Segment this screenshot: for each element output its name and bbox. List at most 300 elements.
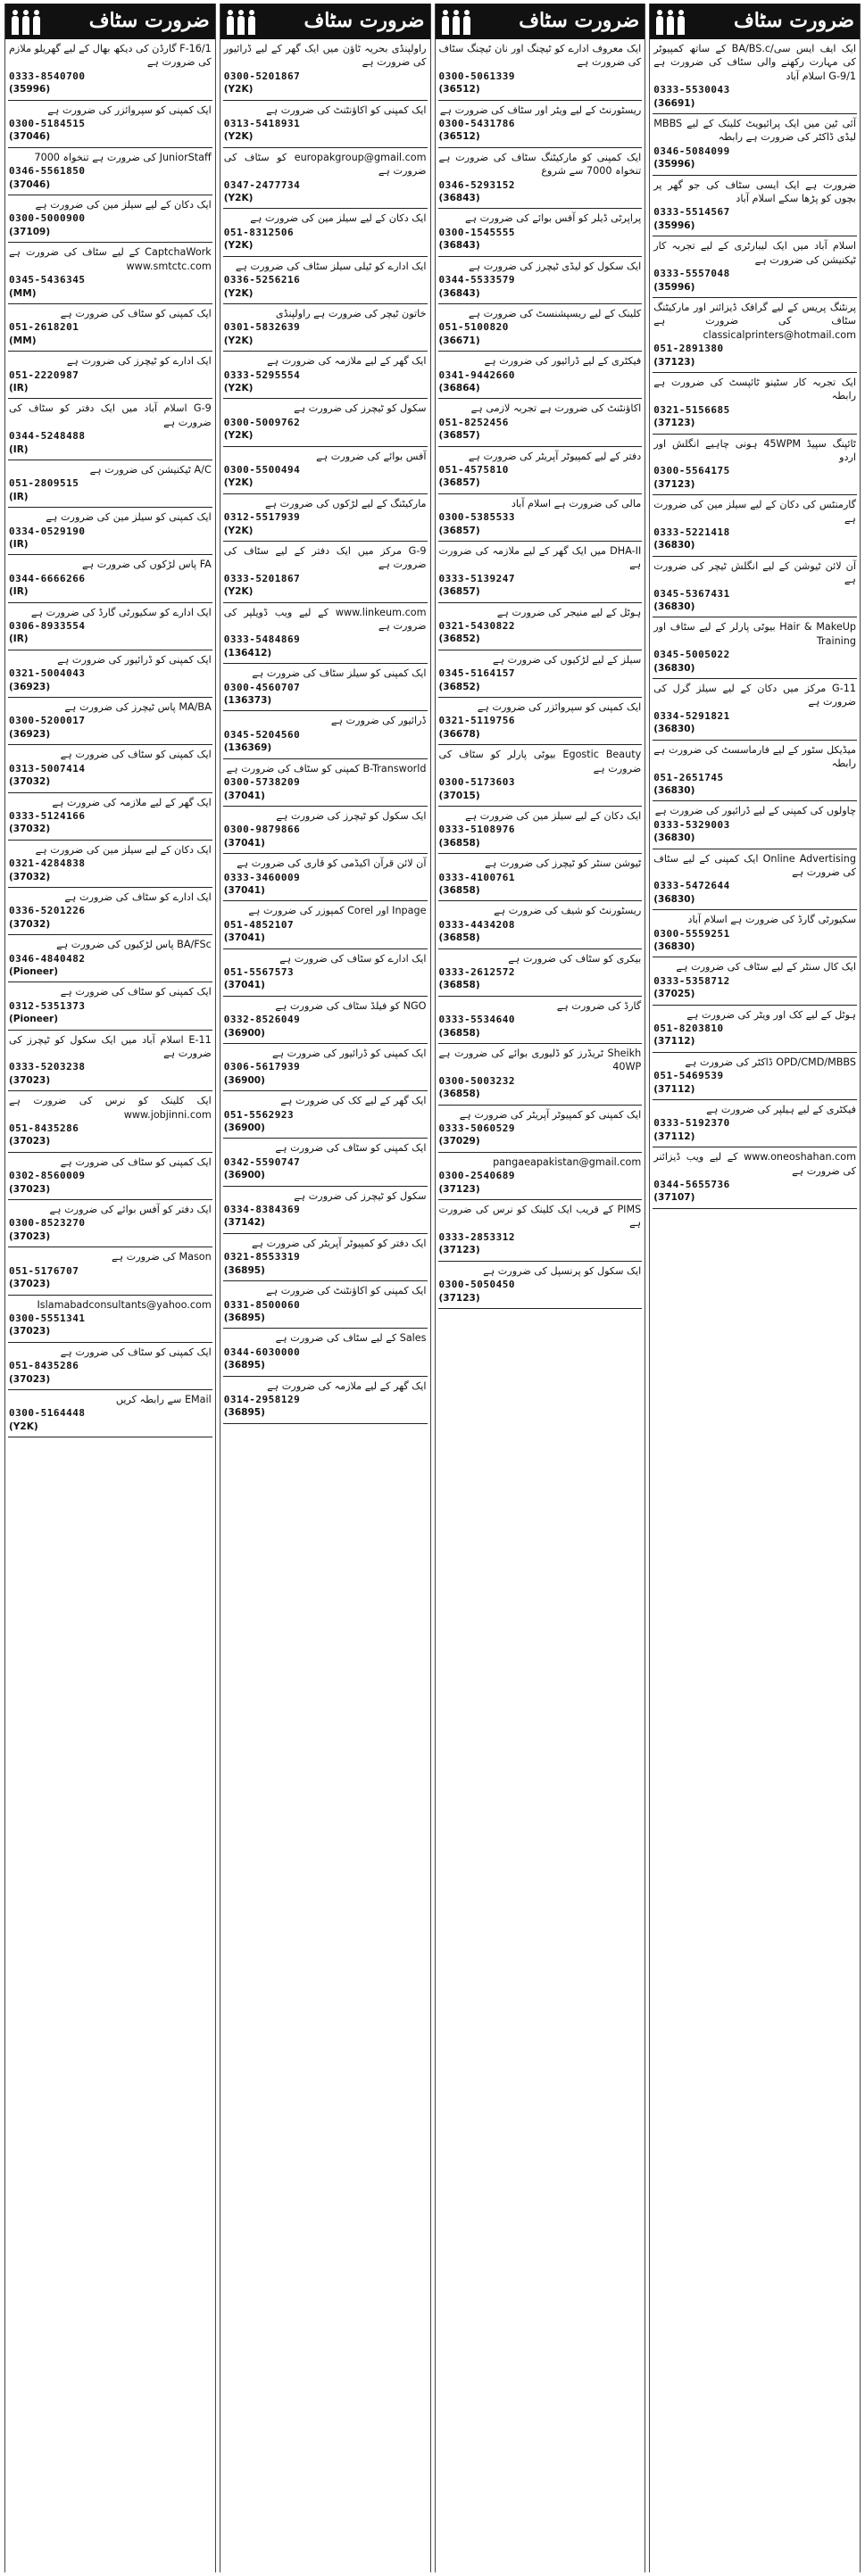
ad-phone: 0300-5431786 <box>438 118 515 130</box>
ad-reference: (IR) <box>9 634 29 645</box>
ad-text: Sales کے لیے سٹاف کی ضرورت ہے <box>275 1332 427 1345</box>
ad-text: سکول کو ٹیچرز کی ضرورت ہے <box>294 1189 427 1202</box>
ad-text: سکیورٹی گارڈ کی ضرورت ہے اسلام آباد <box>687 914 856 926</box>
ad-text: ایک گھر کے لیے ملازمہ کی ضرورت ہے <box>52 796 212 808</box>
ad-phone: 0334-5291821 <box>653 709 730 722</box>
ad-text: بیکری کو سٹاف کی ضرورت ہے <box>508 952 642 965</box>
ad-phone: 0300-5184515 <box>9 118 86 130</box>
ad-text: Inpage اور Corel کمپوزر کی ضرورت ہے <box>248 905 427 917</box>
classified-ad <box>223 399 428 446</box>
classified-ad <box>223 949 428 997</box>
ad-reference: (35996) <box>653 281 695 293</box>
ad-reference: (MM) <box>9 335 37 346</box>
ad-reference: (Pioneer) <box>9 965 59 977</box>
column-header <box>650 4 860 39</box>
ad-text: F-16/1 گارڈن کی دیکھ بھال کے لیے گھریلو ملازم کی ضرورت ہے <box>9 43 212 69</box>
classified-ad <box>223 1329 428 1376</box>
ad-phone: 0333-2612572 <box>438 965 515 978</box>
ad-phone: 0300-5164448 <box>9 1407 86 1420</box>
ad-reference: (36830) <box>653 832 695 844</box>
ad-reference: (36843) <box>438 240 480 252</box>
ad-text: www.linkeum.com کے لیے ویب ڈویلپر کی ضرورت ہے <box>223 606 427 633</box>
ad-reference: (36900) <box>223 1122 265 1134</box>
ad-phone: 051-4852107 <box>223 918 295 931</box>
ad-phone: 0336-5256216 <box>223 274 301 286</box>
ad-reference: (36864) <box>438 382 480 393</box>
classified-ad <box>653 557 857 618</box>
ad-phone: 0321-5430822 <box>438 620 515 633</box>
ad-phone: 051-5176707 <box>9 1264 79 1277</box>
classified-ad <box>438 1200 643 1262</box>
ad-reference: (36671) <box>438 335 480 346</box>
ad-text: کلینک کے لیے ریسپشنسٹ کی ضرورت ہے <box>468 307 642 319</box>
ad-reference: (37046) <box>9 131 51 143</box>
ad-text: ایک کمپنی کو اکاؤنٹنٹ کی ضرورت ہے <box>266 104 427 116</box>
ad-reference: (36830) <box>653 662 695 674</box>
ad-phone: 0333-3460009 <box>223 871 301 883</box>
ad-phone: 0333-5201867 <box>223 572 301 584</box>
ad-phone: 0300-5050450 <box>438 1279 515 1291</box>
ad-phone: 0321-5119756 <box>438 715 515 727</box>
ad-text: اکاؤنٹنٹ کی ضرورت ہے تجربہ لازمی ہے <box>470 402 642 415</box>
ad-list <box>220 39 430 2572</box>
classified-ad <box>223 148 428 210</box>
classified-ad <box>8 39 212 101</box>
ad-reference: (Pioneer) <box>9 1014 59 1025</box>
ad-phone: 0312-5351373 <box>9 999 86 1012</box>
ad-reference: (36858) <box>438 1027 480 1039</box>
ad-column <box>649 4 861 2572</box>
ad-text: G-9 اسلام آباد میں ایک دفتر کو سٹاف کی ضرورت ہے <box>9 402 212 428</box>
ad-text: ضرورت ہے ایک ایسی سٹاف کی جو گھر پر بچوں کو پڑھا سکے اسلام آباد <box>653 178 856 205</box>
ad-text: ایک کمپنی کو سیلز مین کی ضرورت ہے <box>46 511 212 524</box>
classified-ad <box>438 1044 643 1106</box>
classified-ad <box>223 257 428 304</box>
classified-ad <box>438 494 643 542</box>
classified-ad <box>8 1296 212 1343</box>
ad-reference: (37023) <box>9 1230 51 1242</box>
classified-ad <box>8 698 212 745</box>
classified-ad <box>8 1343 212 1390</box>
classified-ad <box>8 101 212 148</box>
classified-ad <box>8 508 212 555</box>
classified-ad <box>223 997 428 1044</box>
ad-text: europakgroup@gmail.com کو سٹاف کی ضرورت ہے <box>223 151 427 178</box>
ad-text: ایک گھر کے لیے ملازمہ کی ضرورت ہے <box>267 1379 427 1392</box>
ad-text: اسلام آباد میں ایک لیبارٹری کے لیے تجربہ کار ٹیکنیشن کی ضرورت ہے <box>653 240 856 266</box>
ad-reference: (37123) <box>438 1245 480 1256</box>
ad-text: FA پاس لڑکوں کی ضرورت ہے <box>82 559 212 571</box>
classified-ad <box>653 39 857 114</box>
ad-column <box>220 4 431 2572</box>
ad-phone: 0346-5293152 <box>438 178 515 191</box>
classified-ad <box>223 542 428 603</box>
classified-ad <box>653 298 857 373</box>
classified-ad <box>653 1147 857 1209</box>
ad-phone: 0300-5200017 <box>9 715 86 727</box>
ad-phone: 0321-5156685 <box>653 403 730 416</box>
ad-phone: 0306-8933554 <box>9 620 86 633</box>
staff-figures-icon <box>11 6 41 35</box>
ad-reference: (136412) <box>223 647 272 658</box>
classified-ad <box>8 841 212 888</box>
ad-text: ایک کمپنی کو سپروائزر کی ضرورت ہے <box>47 104 212 116</box>
classified-ad <box>8 555 212 602</box>
ad-reference: (37032) <box>9 871 51 882</box>
ad-reference: (36900) <box>223 1027 265 1039</box>
ad-phone: 0344-6030000 <box>223 1346 301 1358</box>
ad-text: CaptchaWork کے لیے سٹاف کی ضرورت ہے www.smtctc.com <box>9 246 212 272</box>
classified-ad <box>438 745 643 807</box>
classified-ad <box>438 39 643 101</box>
column-title: ضرورت سٹاف <box>88 8 210 32</box>
classified-ad <box>8 399 212 460</box>
ad-reference: (37025) <box>653 989 695 1000</box>
ad-reference: (Y2K) <box>223 287 254 299</box>
ad-phone: 0300-5559251 <box>653 927 730 940</box>
ad-phone: 0333-2853312 <box>438 1230 515 1243</box>
ad-reference: (36830) <box>653 893 695 905</box>
ad-text: JuniorStaff کی ضرورت ہے تنخواہ 7000 <box>34 151 212 163</box>
ad-reference: (Y2K) <box>223 382 254 393</box>
ad-reference: (36858) <box>438 837 480 849</box>
ad-text: Egostic Beauty بیوٹی پارلر کو سٹاف کی ضرورت ہے <box>438 749 642 774</box>
ad-text: دفتر کے لیے کمپیوٹر آپریٹر کی ضرورت ہے <box>468 450 642 462</box>
ad-phone: 0342-5590747 <box>223 1155 301 1168</box>
ad-text: آئی ٹین میں ایک پرائیویٹ کلینک کے لیے MBBS لیڈی ڈاکٹر کی ضرورت ہے رابطہ <box>653 118 856 144</box>
ad-text: ایک دکان کے لیے سیلز مین کی ضرورت ہے <box>465 809 642 822</box>
ad-text: ایک کمپنی کو سپروائزر کی ضرورت ہے <box>477 701 642 714</box>
ad-reference: (36900) <box>223 1074 265 1086</box>
ad-phone: 0332-8526049 <box>223 1014 301 1026</box>
classified-ad <box>8 1091 212 1153</box>
ad-text: ہوٹل کے لیے منیجر کی ضرورت ہے <box>496 606 642 618</box>
ad-reference: (Y2K) <box>223 586 254 598</box>
ad-phone: 0300-5551341 <box>9 1312 86 1324</box>
ad-phone: 0300-5003232 <box>438 1074 515 1087</box>
ad-text: MA/BA پاس ٹیچرز کی ضرورت ہے <box>64 701 212 714</box>
ad-text: NGO کو فیلڈ سٹاف کی ضرورت ہے <box>275 999 427 1012</box>
ad-text: خاتون ٹیچر کی ضرورت ہے راولپنڈی <box>275 307 427 319</box>
classified-ad <box>8 195 212 243</box>
ad-reference: (37109) <box>9 226 51 237</box>
column-header <box>220 4 430 39</box>
classified-ad <box>653 435 857 496</box>
ad-phone: 0333-5358712 <box>653 974 730 987</box>
ad-reference: (37041) <box>223 884 265 896</box>
ad-text: B-Transworld کمپنی کو سٹاف کی ضرورت ہے <box>226 762 427 774</box>
ad-text: BA/FSc پاس لڑکیوں کی ضرورت ہے <box>56 939 212 951</box>
ad-text: pangaeapakistan@gmail.com <box>493 1155 642 1168</box>
ad-phone: 0344-5533579 <box>438 274 515 286</box>
ad-phone: 051-8435286 <box>9 1360 79 1372</box>
ad-reference: (Y2K) <box>223 430 254 442</box>
ad-reference: (37112) <box>653 1083 695 1095</box>
ad-phone: 0331-8500060 <box>223 1298 301 1311</box>
ad-phone: 0334-8384369 <box>223 1204 301 1216</box>
ad-text: ایک کمپنی کو سٹاف کی ضرورت ہے <box>60 307 212 319</box>
ad-reference: (37023) <box>9 1136 51 1147</box>
ad-reference: (36857) <box>438 430 480 442</box>
classified-ad <box>438 257 643 304</box>
ad-text: ایک سکول کو لیڈی ٹیچرز کی ضرورت ہے <box>469 260 642 272</box>
ad-list <box>436 39 645 2572</box>
classified-ad <box>8 304 212 352</box>
classified-ad <box>653 236 857 298</box>
ad-phone: 0300-4560707 <box>223 681 301 693</box>
ad-phone: 0344-5655736 <box>653 1179 730 1191</box>
ad-text: ایک سکول کو پرنسپل کی ضرورت ہے <box>483 1264 642 1277</box>
ad-phone: 051-2220987 <box>9 369 79 381</box>
ad-text: آن لائن قرآن اکیڈمی کو قاری کی ضرورت ہے <box>237 857 427 870</box>
classified-ad <box>223 901 428 948</box>
classified-ad <box>8 1031 212 1092</box>
ad-phone: 051-2618201 <box>9 321 79 334</box>
ad-text: ایک ایف ایس سی/BA/BS.c کے ساتھ کمپیوٹر کی مہارت رکھنے والی سٹاف کی ضرورت ہے G-9/1 اسلام آباد <box>653 43 856 82</box>
ad-phone: 0321-5004043 <box>9 667 86 680</box>
classified-ad <box>223 603 428 665</box>
classified-ad <box>653 1053 857 1100</box>
classified-ad <box>438 1262 643 1309</box>
column-header <box>5 4 215 39</box>
ad-phone: 0346-4840482 <box>9 952 86 965</box>
ad-reference: (37023) <box>9 1074 51 1086</box>
ad-phone: 0333-5203238 <box>9 1061 86 1073</box>
classified-ad <box>438 148 643 210</box>
ad-text: آفس بوائے کی ضرورت ہے <box>316 450 427 462</box>
ad-text: ایک کال سنٹر کے لیے سٹاف کی ضرورت ہے <box>676 961 856 973</box>
classified-ad <box>223 711 428 758</box>
ad-text: سیلز کے لیے لڑکیوں کی ضرورت ہے <box>493 653 642 666</box>
classified-ad <box>223 664 428 711</box>
ad-phone: 051-5100820 <box>438 321 509 334</box>
ad-phone: 0345-5436345 <box>9 274 86 286</box>
ad-text: E-11 اسلام آباد میں ایک سکول کو ٹیچرز کی ضرورت ہے <box>9 1033 212 1059</box>
ad-reference: (37041) <box>223 932 265 944</box>
ad-list <box>5 39 215 2572</box>
classified-ad <box>438 603 643 650</box>
ad-text: ایک دکان کے لیے سیلز مین کی ضرورت ہے <box>35 199 212 211</box>
column-title: ضرورت سٹاف <box>519 8 640 32</box>
ad-text: ریسٹورنٹ کو شیف کی ضرورت ہے <box>494 905 642 917</box>
ad-phone: 0300-5000900 <box>9 212 86 225</box>
ad-reference: (35996) <box>9 84 51 95</box>
ad-text: ایک کمپنی کو ڈرائیور کی ضرورت ہے <box>272 1048 427 1059</box>
ad-reference: (Y2K) <box>223 525 254 536</box>
classified-ad <box>653 1006 857 1053</box>
ad-text: چاولوں کی کمپنی کے لیے ڈرائیور کی ضرورت ہے <box>654 805 856 817</box>
ad-reference: (Y2K) <box>223 335 254 346</box>
classified-ad <box>653 741 857 802</box>
ad-text: مالی کی ضرورت ہے اسلام آباد <box>511 497 642 509</box>
ad-phone: 0344-5248488 <box>9 430 86 443</box>
classified-ad <box>653 114 857 176</box>
ad-text: ایک تجربہ کار سٹینو ٹائپسٹ کی ضرورت ہے رابطہ <box>653 376 856 402</box>
ad-text: ایک کمپنی کو سٹاف کی ضرورت ہے <box>60 1155 212 1168</box>
classified-ad <box>438 698 643 745</box>
ad-reference: (36895) <box>223 1312 265 1323</box>
ad-text: ایک ادارے کو ٹیلی سیلز سٹاف کی ضرورت ہے <box>235 260 427 272</box>
classified-ad <box>8 148 212 195</box>
classified-ad <box>223 854 428 901</box>
ad-phone: 0345-5164157 <box>438 667 515 680</box>
ad-text: ایک کمپنی کو اکاؤنٹنٹ کی ضرورت ہے <box>266 1285 427 1297</box>
ad-phone: 0300-5201867 <box>223 70 301 82</box>
ad-phone: 051-8435286 <box>9 1122 79 1135</box>
ad-text: ہوٹل کے لیے کک اور ویٹر کی ضرورت ہے <box>686 1008 856 1021</box>
classified-ad <box>653 373 857 435</box>
ad-phone: 0300-9879866 <box>223 824 301 836</box>
classified-ad <box>8 603 212 650</box>
ad-reference: (37123) <box>653 478 695 490</box>
ad-reference: (IR) <box>9 586 29 598</box>
ad-column <box>4 4 216 2572</box>
ad-text: ایک کمپنی کو ڈرائیور کی ضرورت ہے <box>57 653 212 666</box>
ad-phone: 0302-8560009 <box>9 1170 86 1182</box>
ad-reference: (37041) <box>223 837 265 849</box>
ad-phone: 051-8203810 <box>653 1023 724 1034</box>
ad-reference: (36852) <box>438 634 480 645</box>
classified-ad <box>438 1106 643 1153</box>
ad-reference: (37123) <box>653 356 695 368</box>
ad-text: ایک ادارے کو سٹاف کی ضرورت ہے <box>64 890 212 903</box>
ad-phone: 0333-4100761 <box>438 871 515 883</box>
ad-reference: (36830) <box>653 601 695 613</box>
ad-list <box>650 39 860 2572</box>
classified-ad <box>8 888 212 935</box>
ad-text: Islamabadconsultants@yahoo.com <box>37 1298 212 1311</box>
classified-ad <box>438 949 643 997</box>
ad-reference: (36512) <box>438 131 480 143</box>
ad-text: ڈرائیور کی ضرورت ہے <box>330 715 427 727</box>
ad-text: راولپنڈی بحریہ ٹاؤن میں ایک گھر کے لیے ڈرائیور کی ضرورت ہے <box>223 43 427 69</box>
classified-ad <box>223 1187 428 1234</box>
ad-reference: (37123) <box>653 418 695 429</box>
ad-reference: (36858) <box>438 884 480 896</box>
ad-reference: (37032) <box>9 776 51 788</box>
classified-ad <box>438 901 643 948</box>
ad-phone: 0333-8540700 <box>9 70 86 82</box>
ad-phone: 051-2891380 <box>653 343 724 355</box>
classified-ad <box>438 399 643 446</box>
ad-reference: (Y2K) <box>9 1421 38 1432</box>
classified-ad <box>653 679 857 741</box>
ad-reference: (37112) <box>653 1131 695 1142</box>
classified-ad <box>438 807 643 854</box>
classified-ad <box>653 849 857 911</box>
classified-ad <box>223 101 428 148</box>
ad-reference: (136373) <box>223 695 272 707</box>
ad-text: ایک کمپنی کو سٹاف کی ضرورت ہے <box>60 749 212 761</box>
ad-phone: 051-8252456 <box>438 416 509 428</box>
ad-phone: 0300-5500494 <box>223 463 301 476</box>
ad-reference: (37041) <box>223 790 265 801</box>
column-header <box>436 4 645 39</box>
ad-phone: 0300-5173603 <box>438 776 515 789</box>
classified-ad <box>223 1281 428 1329</box>
classified-ad <box>438 447 643 494</box>
ad-phone: 0301-5832639 <box>223 321 301 334</box>
classified-ad <box>653 617 857 679</box>
ad-reference: (36857) <box>438 586 480 598</box>
ad-phone: 0333-5484869 <box>223 634 301 646</box>
ad-reference: (37142) <box>223 1217 265 1229</box>
ad-text: ٹائپنگ سپیڈ 45WPM ہونی چاہیے انگلش اور اردو <box>653 437 857 463</box>
ad-reference: (Y2K) <box>223 477 254 489</box>
ad-text: ٹیوشن سنٹر کو ٹیچرز کی ضرورت ہے <box>485 857 642 870</box>
classified-ad <box>8 1153 212 1200</box>
classified-ad <box>223 1139 428 1186</box>
ad-text: ریسٹورنٹ کے لیے ویٹر اور سٹاف کی ضرورت ہے <box>439 104 642 116</box>
ad-phone: 0346-5561850 <box>9 165 86 178</box>
ad-text: Sheikh ٹریڈرز کو ڈلیوری بوائے کی ضرورت ہے 40WP <box>438 1048 642 1073</box>
ad-phone: 0300-1545555 <box>438 226 515 238</box>
ad-phone: 051-8312506 <box>223 226 295 238</box>
ad-phone: 051-5562923 <box>223 1108 295 1121</box>
column-title: ضرورت سٹاف <box>733 8 854 32</box>
ad-text: ایک ادارے کو سکیورٹی گارڈ کی ضرورت ہے <box>30 606 212 618</box>
classified-ad <box>223 1377 428 1424</box>
ad-reference: (36923) <box>9 681 51 692</box>
classified-ad <box>223 352 428 399</box>
ad-reference: (37023) <box>9 1326 51 1338</box>
classified-ad <box>653 1100 857 1147</box>
ad-phone: 0345-5367431 <box>653 587 730 600</box>
classified-ad <box>653 957 857 1005</box>
classified-ad <box>653 801 857 849</box>
classified-ad <box>223 304 428 352</box>
ad-reference: (37023) <box>9 1183 51 1195</box>
ad-reference: (36858) <box>438 1089 480 1100</box>
ad-reference: (36512) <box>438 84 480 95</box>
ad-phone: 0333-5534640 <box>438 1014 515 1026</box>
ad-reference: (36857) <box>438 525 480 536</box>
ad-text: ایک گھر کے لیے ملازمہ کی ضرورت ہے <box>267 355 427 368</box>
ad-reference: (36843) <box>438 193 480 204</box>
ad-reference: (37029) <box>438 1136 480 1147</box>
ad-phone: 0314-2958129 <box>223 1393 301 1405</box>
ad-text: ایک کمپنی کو سٹاف کی ضرورت ہے <box>60 1346 212 1358</box>
ad-text: آن لائن ٹیوشن کے لیے انگلش ٹیچر کی ضرورت ہے <box>653 559 856 586</box>
ad-text: ایک کلینک کو نرس کی ضرورت ہے www.jobjinni.com <box>9 1095 212 1121</box>
ad-reference: (37023) <box>9 1373 51 1385</box>
ad-text: ایک ادارے کو سٹاف کی ضرورت ہے <box>279 952 427 965</box>
ad-phone: 0300-5009762 <box>223 416 301 428</box>
ad-phone: 0333-5530043 <box>653 84 730 96</box>
ad-reference: (37107) <box>653 1192 695 1204</box>
ad-text: میڈیکل سٹور کے لیے فارماسسٹ کی ضرورت ہے رابطہ <box>653 743 856 770</box>
classified-ad <box>8 935 212 982</box>
ad-reference: (IR) <box>9 539 29 550</box>
ad-phone: 0300-5061339 <box>438 70 515 82</box>
ad-phone: 0333-4434208 <box>438 918 515 931</box>
classified-ad <box>8 793 212 841</box>
ad-reference: (36895) <box>223 1360 265 1371</box>
ad-text: ایک کمپنی کو مارکیٹنگ سٹاف کی ضرورت ہے تنخواہ 7000 سے شروع <box>438 151 642 178</box>
ad-phone: 0333-5329003 <box>653 818 730 831</box>
classified-ad <box>438 650 643 698</box>
ad-text: ایک گھر کے لیے کک کی ضرورت ہے <box>280 1095 427 1107</box>
ad-text: ایک کمپنی کو کمپیوٹر آپریٹر کی ضرورت ہے <box>459 1108 642 1121</box>
ad-phone: 0345-5005022 <box>653 649 730 661</box>
ad-phone: 0306-5617939 <box>223 1061 301 1073</box>
ad-phone: 051-4575810 <box>438 463 509 476</box>
ad-reference: (36895) <box>223 1264 265 1276</box>
ad-reference: (36900) <box>223 1170 265 1181</box>
ad-reference: (37032) <box>9 824 51 835</box>
staff-figures-icon <box>226 6 256 35</box>
ad-reference: (Y2K) <box>223 240 254 252</box>
